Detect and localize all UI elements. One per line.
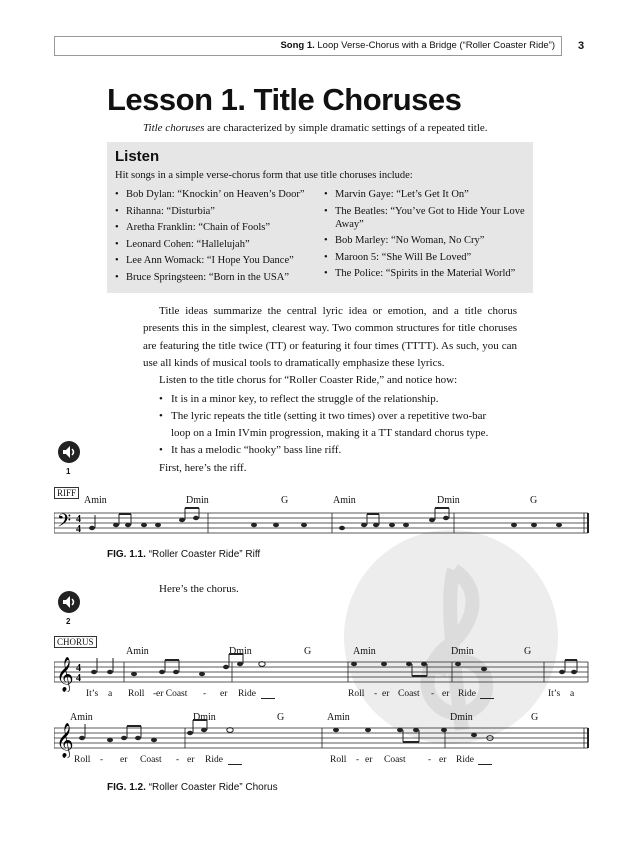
list-item: • Lee Ann Womack: “I Hope You Dance” (115, 254, 325, 267)
lyric-syllable: er (442, 689, 450, 699)
header-song-name: Loop Verse-Chorus with a Bridge (“Roller Coaster Ride”) (317, 40, 555, 51)
chord-symbol: Amin (70, 712, 93, 723)
audio-track-icon[interactable] (58, 591, 80, 613)
lyric-syllable: er (187, 755, 195, 765)
chord-symbol: G (524, 646, 532, 657)
list-item: • Maroon 5: “She Will Be Loved” (324, 251, 529, 264)
lyric-syllable: a (570, 689, 575, 699)
chord-symbol: Amin (84, 495, 107, 506)
lyric-syllable: - (356, 755, 360, 765)
lyric-syllable: Ride (458, 689, 476, 699)
lyric-syllable: er (220, 689, 228, 699)
treble-clef-icon: 𝄞 (56, 657, 74, 692)
chorus-staff-line-2 (54, 718, 590, 758)
lyric-syllable: - (176, 755, 180, 765)
chord-symbol: Dmin (450, 712, 473, 723)
lyric-syllable: - (203, 689, 207, 699)
lyric-syllable: er (365, 755, 373, 765)
listen-list-right (324, 188, 529, 284)
lyric-syllable: Coast (384, 755, 406, 765)
audio-track-icon[interactable] (58, 441, 80, 463)
chord-symbol: G (531, 712, 539, 723)
lyric-syllable: Ride (238, 689, 256, 699)
list-item: • Aretha Franklin: “Chain of Fools” (115, 221, 325, 234)
time-sig-top: 4 (76, 514, 81, 525)
lyric-syllable: - (100, 755, 104, 765)
chord-symbol: G (304, 646, 312, 657)
chord-symbol: Dmin (193, 712, 216, 723)
melisma-line (261, 698, 275, 699)
lyric-syllable: Roll (74, 755, 91, 765)
lyric-syllable: Ride (456, 755, 474, 765)
list-item: • Bruce Springsteen: “Born in the USA” (115, 271, 325, 284)
track-number: 1 (66, 467, 71, 476)
chord-symbol: Amin (333, 495, 356, 506)
figure-caption (107, 782, 278, 793)
riff-label: RIFF (54, 487, 79, 499)
list-item: • Rihanna: “Disturbia” (115, 205, 325, 218)
list-item: • Bob Dylan: “Knockin’ on Heaven’s Door” (115, 188, 325, 201)
list-item: • The Police: “Spirits in the Material World” (324, 267, 529, 280)
track-number: 2 (66, 617, 71, 626)
time-sig-bottom: 4 (76, 673, 81, 684)
lyric-syllable: er Coast (156, 689, 188, 699)
listen-list-left (115, 188, 325, 288)
chorus-label: CHORUS (54, 636, 97, 648)
speaker-icon (58, 591, 80, 613)
chord-symbol: Amin (327, 712, 350, 723)
lyric-syllable: Coast (398, 689, 420, 699)
listen-heading: Listen (115, 148, 160, 165)
lyric-syllable: Coast (140, 755, 162, 765)
figure-caption (107, 549, 260, 560)
intro-term: Title choruses (143, 122, 205, 134)
header-song-label: Song 1. (280, 40, 315, 51)
chord-symbol: Dmin (229, 646, 252, 657)
lyric-syllable: - (374, 689, 378, 699)
feature-bullets (159, 391, 504, 459)
lyric-syllable: er (382, 689, 390, 699)
chord-symbol: G (530, 495, 538, 506)
list-item: • Bob Marley: “No Woman, No Cry” (324, 234, 529, 247)
lyric-syllable: Ride (205, 755, 223, 765)
chord-symbol: Amin (126, 646, 149, 657)
time-sig-top: 4 (76, 663, 81, 674)
lyric-syllable: er (439, 755, 447, 765)
lyric-syllable: Roll (330, 755, 347, 765)
lyric-syllable: - (428, 755, 432, 765)
listen-instruction: Listen to the title chorus for “Roller Coaster Ride,” and notice how: (159, 374, 458, 386)
riff-staff (54, 505, 590, 545)
lyric-syllable: - (431, 689, 435, 699)
bass-clef-icon: 𝄢 (57, 511, 72, 536)
header-song-title (280, 40, 555, 51)
body-paragraph (143, 303, 517, 372)
figure-title: “Roller Coaster Ride” Chorus (148, 782, 278, 793)
lyric-syllable: It’s (548, 689, 561, 699)
paragraph-text: Title ideas summarize the central lyric idea or emotion, and a title chorus presents this in the simplest, clearest way. Two common structures for title choruses are featuring the title twice (TT) or featuring it four times (TTTT). As such, you can use all kinds of musical tools to dramatically emphasize these lyrics. (143, 305, 517, 369)
chord-symbol: Amin (353, 646, 376, 657)
melisma-line (478, 764, 492, 765)
chord-symbol: Dmin (451, 646, 474, 657)
figure-title: “Roller Coaster Ride” Riff (148, 549, 261, 560)
figure-number: FIG. 1.2. (107, 782, 146, 793)
listen-intro: Hit songs in a simple verse-chorus form that use title choruses include: (115, 170, 413, 181)
speaker-icon (58, 441, 80, 463)
lesson-title: Lesson 1. Title Choruses (107, 82, 462, 117)
intro-sentence (143, 122, 488, 134)
running-header (54, 36, 562, 56)
list-item: • The lyric repeats the title (setting it two times) over a repetitive two-bar loop on a Imin IVmin progression, making it a TT standard chorus type. (159, 408, 504, 442)
chord-symbol: Dmin (437, 495, 460, 506)
chorus-staff-line-1 (54, 652, 590, 692)
chord-symbol: Dmin (186, 495, 209, 506)
lyric-syllable: Roll (128, 689, 145, 699)
melisma-line (480, 698, 494, 699)
chord-symbol: G (277, 712, 285, 723)
lyric-syllable: er (120, 755, 128, 765)
list-item: • Marvin Gaye: “Let’s Get It On” (324, 188, 529, 201)
intro-rest: are characterized by simple dramatic settings of a repeated title. (204, 122, 488, 134)
list-item: • It is in a minor key, to reflect the struggle of the relationship. (159, 391, 504, 408)
chorus-intro: Here’s the chorus. (159, 583, 239, 595)
chord-symbol: G (281, 495, 289, 506)
lyric-syllable: Roll (348, 689, 365, 699)
melisma-line (228, 764, 242, 765)
list-item: • Leonard Cohen: “Hallelujah” (115, 238, 325, 251)
lyric-syllable: a (108, 689, 113, 699)
page-number: 3 (578, 40, 585, 52)
lyric-syllable: - (153, 689, 157, 699)
list-item: • The Beatles: “You’ve Got to Hide Your Love Away” (324, 205, 529, 231)
time-sig-bottom: 4 (76, 524, 81, 535)
figure-number: FIG. 1.1. (107, 549, 146, 560)
riff-intro: First, here’s the riff. (159, 462, 247, 474)
treble-clef-icon: 𝄞 (56, 723, 74, 758)
lyric-syllable: It’s (86, 689, 99, 699)
list-item: • It has a melodic “hooky” bass line riff. (159, 442, 504, 459)
